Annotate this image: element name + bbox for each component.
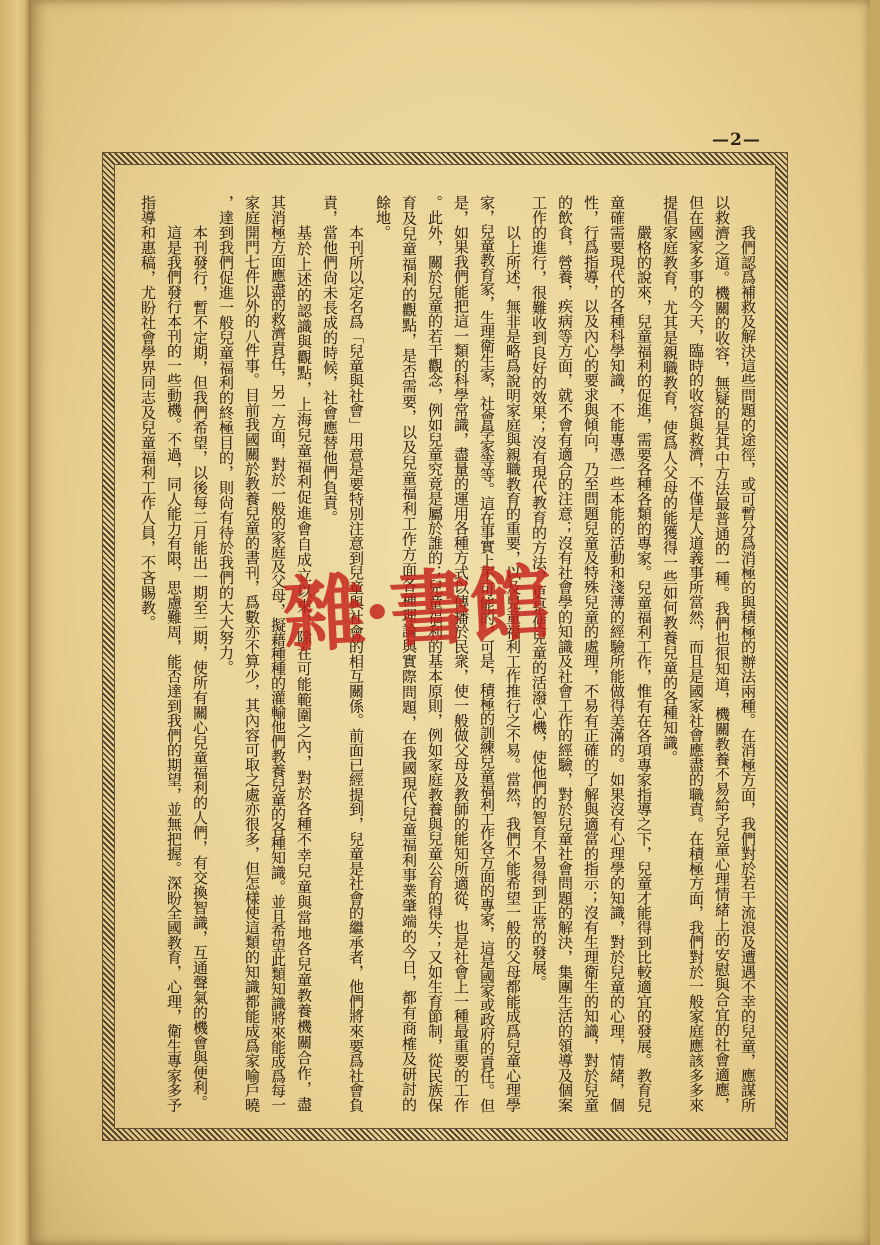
text-column: 本刊發行，暫不定期，但我們希望，以後每二月能出一期至二期，使所有關心兒童福利的人們，有交換智識，互通聲氣的機會與便利。 [191,225,209,1110]
text-column: 工作的進行，很難收到良好的效果；沒有現代教育的方法，更是使兒童的活潑心機，使他們的智育不易得到正常的發展。 [530,195,548,990]
text-column: 其消極方面應盡的救濟責任，另一方面，對於一般的家庭及父母，擬藉種種的灌輸他們教養兒童的各種知識。並且希望此類知識將來能成爲每一 [269,195,287,1113]
previous-page-edge [0,0,31,1245]
text-column: 本刊所以定名爲「兒童與社會」用意是要特別注意到兒童與社會的相互關係。前面已經提到，兒童是社會的繼承者，他們將來要爲社會負 [347,225,365,1112]
text-column: 這是我們發行本刊的一些動機。不過，同人能力有限，思慮難周，能否達到我們的期望，並無把握。深盼全國教育，心理，衛生專家多予 [165,225,183,1112]
text-column: 基於上述的認識與觀點，上海兒童福利促進會自成立以來，除在可能範圍之內，對於各種不幸兒童與當地各兒童教養機關合作，盡 [295,225,313,1112]
text-column: 責，當他們尙未長成的時候，社會應替他們負責。 [321,195,339,525]
text-column: 以上所述，無非是略爲說明家庭與親職教育的重要，以及兒童福利工作推行之不易。當然，我們不能希望一般的父母都能成爲兒童心理學 [504,225,522,1112]
text-column: 。此外，關於兒童的若干觀念，例如兒童究竟是屬於誰的；兒童福利的基本原則，例如家庭教養與兒童公育的得失；又如生育節制，從民族保 [426,195,444,1112]
text-column: 是，如果我們能把這一類的科學常識，盡量的運用各種方式以傳播於民衆，使一般做父母及教師的能知所適從，也是社會上一種最重要的工作 [452,195,470,1112]
text-column: 指導和惠稿，尤盼社會學界同志及兒童福利工作人員，不吝賜教。 [139,195,157,630]
text-column: ，達到我們促進一般兒童福利的終極目的，則尙有待於我們的大大努力。 [217,195,235,675]
text-column: 餘地。 [374,195,392,240]
text-column: 性，行爲指導，以及內心的要求與傾向，乃至問題兒童及特殊兒童的處理，不易有正確的了解與適當的指示；沒有生理衛生的知識，對於兒童 [582,195,600,1112]
text-column: 童確需要現代的各種科學知識，不能專憑一些本能的活動和淺薄的經驗所能做得美滿的。如果沒有心理學的知識，對於兒童的心理，情緒，個 [608,195,626,1112]
text-column: 但在國家多事的今天，臨時的收容與救濟，不僅是人道義事所當然，而且是國家社會應盡的職責。在積極方面，我們對於一般家庭應該多多來 [687,195,705,1112]
watermark-stamp: 雜·書館 [280,555,552,665]
text-column: 育及兒童福利的觀點，是否需要，以及兒童福利工作方面各種理論與實際問題，在我國現代兒童福利事業肇端的今日，都有商榷及研討的 [400,195,418,1112]
text-column: 的飲食，營養，疾病等方面，就不會有適合的注意；沒有社會學的知識及社會工作的經驗，對於兒童社會問題的解決，集團生活的領導及個案 [556,195,574,1112]
text-column: 我們認爲補救及解決這些問題的途徑，或可暫分爲消極的與積極的辦法兩種。在消極方面，我們對於若干流浪及遭遇不幸的兒童，應謀所 [739,225,757,1112]
text-column: 家庭開門七件以外的八件事。目前我國關於教養兒童的書刊，爲數亦不算少，其內容可取之處亦很多，但怎樣使這類的知識都能成爲家喻戶曉 [243,195,261,1112]
page-number: —2— [712,130,761,150]
text-column: 以救濟之道。機關的收容，無疑的是其中方法最普通的一種。我們也很知道，機關教養不易給予兒童心理情緒上的安慰與合宜的社會適應， [713,195,731,1113]
text-column: 嚴格的說來，兒童福利的促進，需要各種各類的專家。兒童福利工作，惟有在各項專家指導之下，兒童才能得到比較適宜的發展。教育兒 [635,225,653,1112]
text-column: 提倡家庭教育，尤其是親職教育，使爲人父母的能獲得一些如何教養兒童的各種知識。 [661,195,679,765]
text-column: 家，兒童教育家，生理衛生家，社會學家等等。這在事實上不可能的，可是，積極的訓練兒童福利工作各方面的專家，這是國家或政府的責任。但 [478,195,496,1112]
